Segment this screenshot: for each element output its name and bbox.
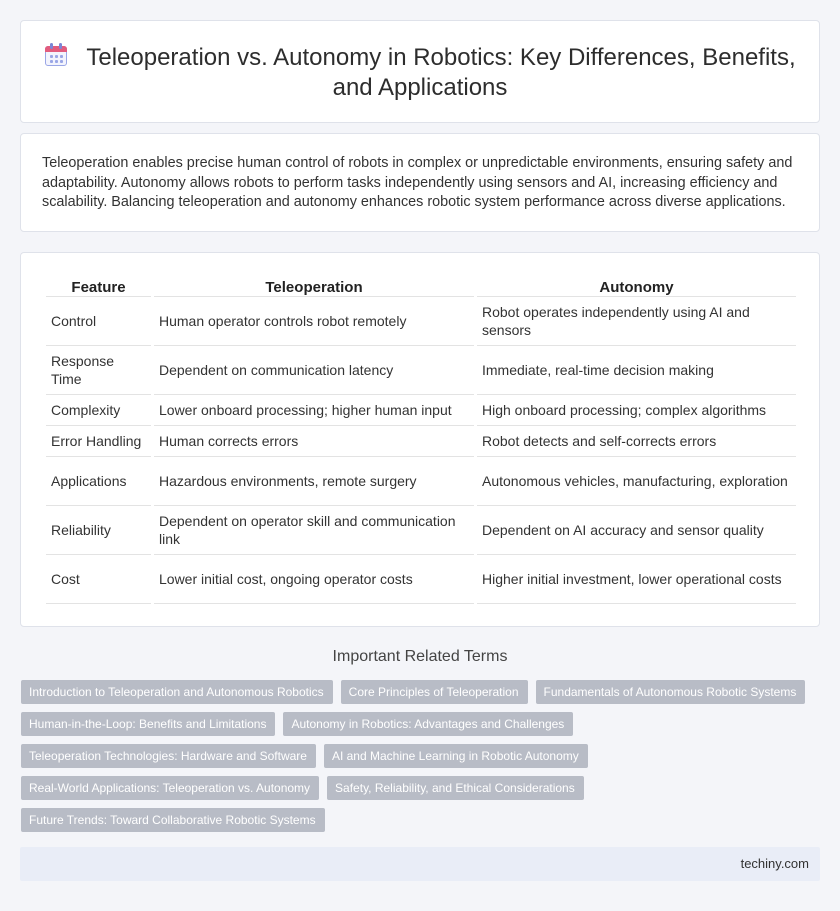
related-term-chip[interactable]: Introduction to Teleoperation and Autonomous Robotics — [21, 680, 333, 704]
related-term-chip[interactable]: Real-World Applications: Teleoperation vs. Autonomy — [21, 776, 319, 800]
footer-site-link[interactable]: techiny.com — [740, 856, 809, 871]
related-term-chip[interactable]: Safety, Reliability, and Ethical Considerations — [327, 776, 584, 800]
teleoperation-cell: Human operator controls robot remotely — [154, 297, 474, 346]
teleoperation-cell: Dependent on operator skill and communication link — [154, 506, 474, 555]
header-teleoperation: Teleoperation — [154, 275, 474, 297]
table-row — [46, 297, 796, 346]
teleoperation-cell: Human corrects errors — [154, 426, 474, 457]
feature-cell: Cost — [46, 555, 151, 604]
table-row — [46, 346, 796, 395]
teleoperation-cell: Dependent on communication latency — [154, 346, 474, 395]
feature-cell: Reliability — [46, 506, 151, 555]
table-row — [46, 506, 796, 555]
autonomy-cell: Immediate, real-time decision making — [477, 346, 796, 395]
autonomy-cell: Higher initial investment, lower operational costs — [477, 555, 796, 604]
table-header-row — [46, 275, 796, 297]
feature-cell: Complexity — [46, 395, 151, 426]
table-row — [46, 395, 796, 426]
teleoperation-cell: Lower initial cost, ongoing operator costs — [154, 555, 474, 604]
related-term-chip[interactable]: Fundamentals of Autonomous Robotic Systems — [536, 680, 806, 704]
title-line-2: and Applications — [332, 74, 508, 101]
teleoperation-cell: Lower onboard processing; higher human input — [154, 395, 474, 426]
feature-cell: Error Handling — [46, 426, 151, 457]
autonomy-cell: Autonomous vehicles, manufacturing, exploration — [477, 457, 796, 506]
related-term-chip[interactable]: Core Principles of Teleoperation — [341, 680, 528, 704]
footer — [20, 847, 820, 881]
related-term-chip[interactable]: Autonomy in Robotics: Advantages and Challenges — [283, 712, 573, 736]
table-row — [46, 457, 796, 506]
calendar-icon — [44, 43, 68, 67]
feature-cell: Response Time — [46, 346, 151, 395]
comparison-table-card — [20, 252, 820, 627]
feature-cell: Applications — [46, 457, 151, 506]
related-term-chip[interactable]: AI and Machine Learning in Robotic Autonomy — [324, 744, 588, 768]
related-term-chip[interactable]: Future Trends: Toward Collaborative Robotic Systems — [21, 808, 325, 832]
autonomy-cell: Dependent on AI accuracy and sensor quality — [477, 506, 796, 555]
related-terms-list — [21, 680, 821, 832]
related-term-chip[interactable]: Human-in-the-Loop: Benefits and Limitations — [21, 712, 275, 736]
autonomy-cell: High onboard processing; complex algorithms — [477, 395, 796, 426]
table-row — [46, 555, 796, 604]
title-card — [20, 20, 820, 123]
title-line-1: Teleoperation vs. Autonomy in Robotics: Key Differences, Benefits, — [86, 44, 796, 71]
intro-text: Teleoperation enables precise human control of robots in complex or unpredictable environments, ensuring safety and adaptability. Autonomy allows robots to perform tasks independently using sensors and AI, increasing efficiency and scalability. Balancing teleoperation and autonomy enhances robotic system performance across diverse applications. — [42, 155, 793, 210]
autonomy-cell: Robot operates independently using AI and sensors — [477, 297, 796, 346]
header-autonomy: Autonomy — [477, 275, 796, 297]
table-row — [46, 426, 796, 457]
comparison-table — [43, 275, 799, 604]
teleoperation-cell: Hazardous environments, remote surgery — [154, 457, 474, 506]
related-terms-heading: Important Related Terms — [332, 648, 508, 665]
autonomy-cell: Robot detects and self-corrects errors — [477, 426, 796, 457]
header-feature: Feature — [46, 275, 151, 297]
intro-card — [20, 133, 820, 232]
related-term-chip[interactable]: Teleoperation Technologies: Hardware and Software — [21, 744, 316, 768]
feature-cell: Control — [46, 297, 151, 346]
page-title — [21, 43, 819, 103]
